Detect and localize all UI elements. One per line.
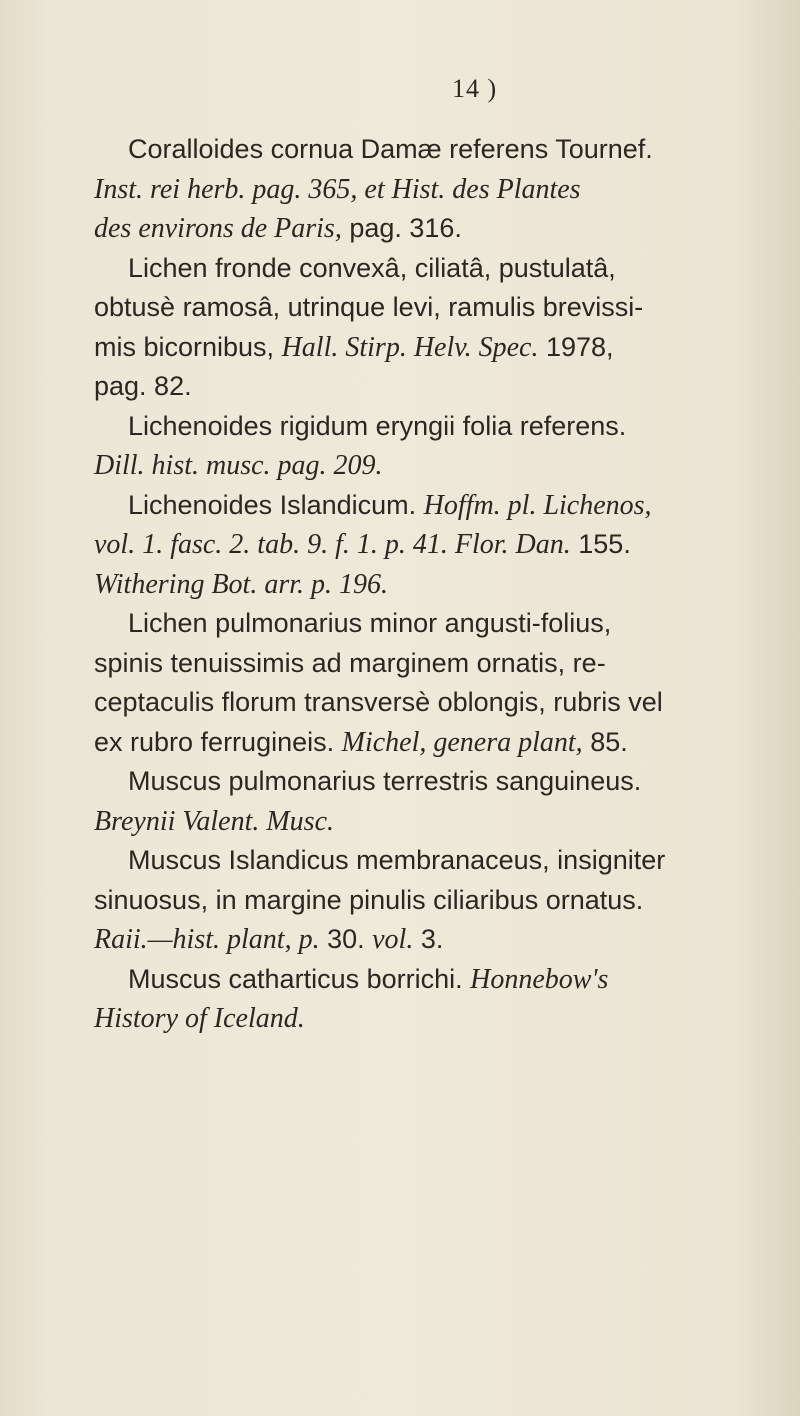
text-line: [94, 802, 744, 842]
body-text: spinis tenuissimis ad marginem ornatis, re-: [94, 647, 606, 678]
text-line: [94, 881, 744, 921]
text-line: [94, 604, 744, 644]
synonym-list: [94, 130, 744, 1039]
text-line: [94, 249, 744, 289]
synonym-entry: [94, 841, 744, 960]
body-text: Muscus Islandicus membranaceus, insigniter: [128, 845, 666, 875]
body-text: pag. 82.: [94, 371, 192, 401]
citation-text: Dill. hist. musc. pag. 209.: [94, 450, 383, 481]
synonym-entry: [94, 762, 744, 841]
citation-text: vol. 1. fasc. 2. tab. 9. f. 1. p. 41. Flor. Dan.: [94, 529, 571, 560]
text-line: [94, 683, 744, 723]
body-text: Muscus catharticus borrichi.: [128, 963, 471, 994]
text-line: [94, 130, 744, 170]
body-text: Lichen fronde convexâ, ciliatâ, pustulatâ,: [128, 252, 616, 283]
citation-text: History of Iceland.: [94, 1003, 305, 1034]
body-text: sinuosus, in margine pinulis ciliaribus ornatus.: [94, 884, 644, 915]
text-line: [94, 723, 744, 763]
page-number: 14 ): [452, 74, 498, 103]
citation-text: Inst. rei herb. pag. 365, et Hist. des Plantes: [94, 173, 581, 205]
synonym-entry: [94, 249, 744, 407]
body-text: obtusè ramosâ, utrinque levi, ramulis brevissi-: [94, 292, 644, 322]
text-line: [94, 565, 744, 605]
citation-text: des environs de Paris,: [94, 213, 342, 244]
synonym-entry: [94, 960, 744, 1039]
body-text: Coralloides cornua Damæ referens Tournef.: [128, 134, 653, 164]
body-text: Lichenoides Islandicum.: [128, 489, 424, 520]
text-line: [94, 841, 744, 881]
body-text: Muscus pulmonarius terrestris sanguineus.: [128, 766, 642, 796]
text-line: [94, 644, 744, 684]
text-line: [94, 446, 744, 486]
body-text: 3.: [413, 924, 444, 954]
text-line: [94, 920, 744, 960]
synonym-entry: [94, 130, 744, 249]
body-text: 30.: [319, 924, 373, 954]
text-line: [94, 999, 744, 1039]
body-text: Lichenoides rigidum eryngii folia referens.: [128, 410, 627, 441]
citation-text: Withering Bot. arr. p. 196.: [94, 568, 389, 600]
citation-text: Breynii Valent. Musc.: [94, 805, 335, 837]
body-text: pag. 316.: [341, 213, 462, 243]
synonym-entry: [94, 407, 744, 486]
synonym-entry: [94, 604, 744, 762]
text-line: [94, 328, 744, 368]
body-text: ceptaculis florum transversè oblongis, rubris vel: [94, 687, 663, 717]
text-line: [94, 170, 744, 210]
text-line: [94, 525, 744, 565]
synonym-entry: [94, 486, 744, 605]
body-text: 1978,: [538, 331, 614, 362]
text-line: [94, 209, 744, 249]
citation-text: Michel, genera plant,: [341, 726, 583, 758]
body-text: mis bicornibus,: [94, 331, 282, 362]
text-line: [94, 762, 744, 802]
citation-text: Honnebow's: [470, 963, 609, 995]
citation-text: Raii.—hist. plant, p.: [94, 924, 320, 955]
body-text: Lichen pulmonarius minor angusti-folius,: [128, 608, 612, 638]
citation-text: vol.: [372, 924, 414, 955]
body-text: 85.: [582, 726, 628, 757]
text-line: [94, 486, 744, 526]
text-line: [94, 407, 744, 447]
text-line: [94, 960, 744, 1000]
body-text: 155.: [570, 529, 631, 559]
body-text: ex rubro ferrugineis.: [94, 726, 342, 757]
citation-text: Hall. Stirp. Helv. Spec.: [281, 331, 539, 363]
citation-text: Hoffm. pl. Lichenos,: [423, 489, 652, 521]
text-line: [94, 288, 744, 328]
text-line: [94, 367, 744, 407]
